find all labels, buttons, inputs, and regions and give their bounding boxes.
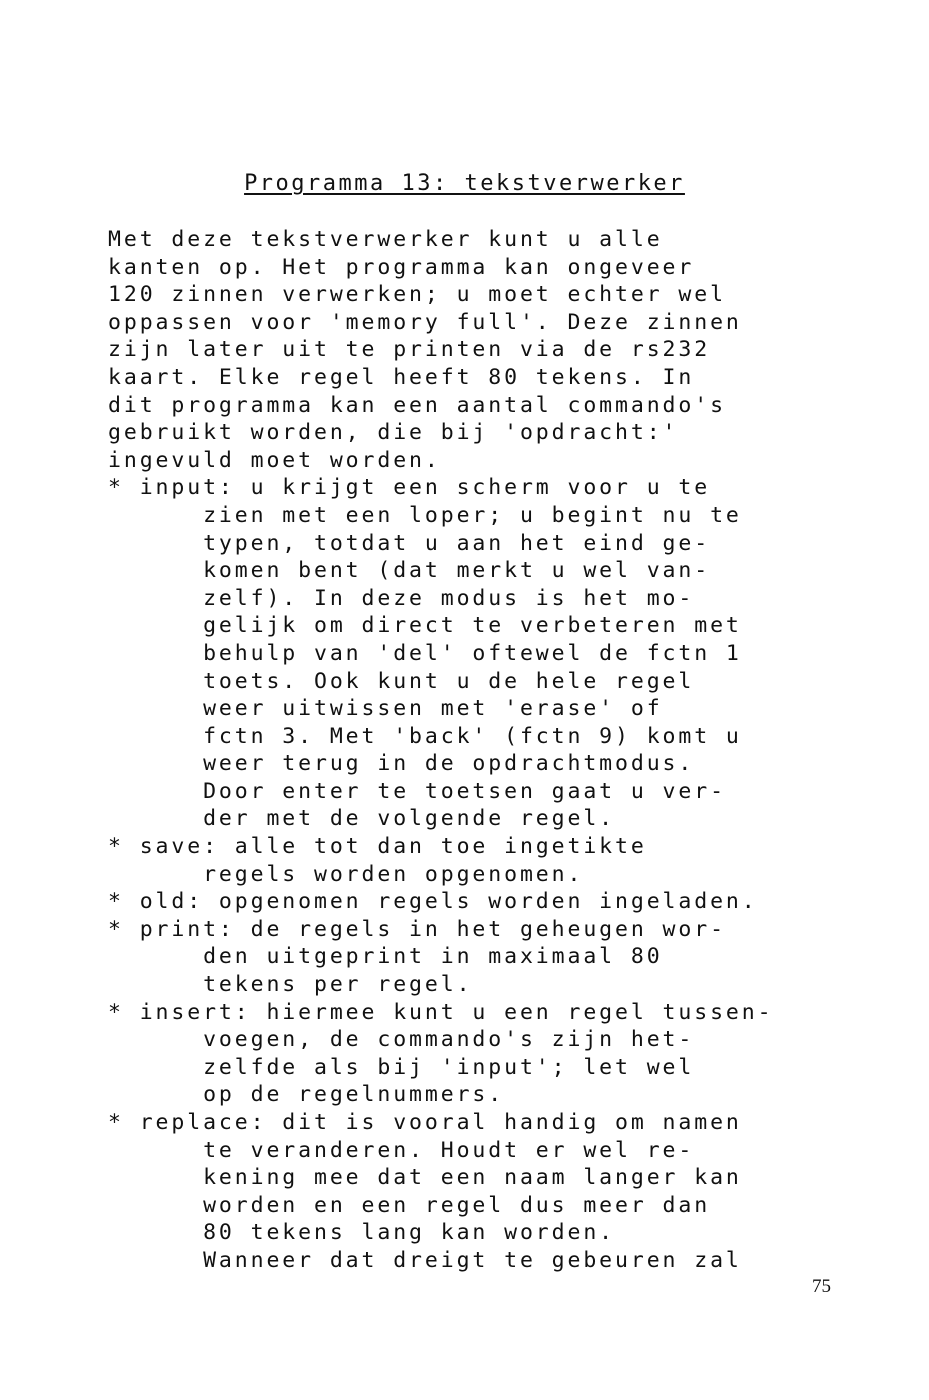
text-line: 80 tekens lang kan worden.: [108, 1220, 616, 1246]
text-line: zelf). In deze modus is het mo-: [108, 585, 695, 611]
text-line: * save: alle tot dan toe ingetikte: [108, 834, 647, 860]
text-line: worden en een regel dus meer dan: [108, 1192, 711, 1218]
text-line: gelijk om direct te verbeteren met: [108, 613, 742, 639]
text-line: * replace: dit is vooral handig om namen: [108, 1110, 742, 1135]
text-line: dit programma kan een aantal commando's: [108, 392, 726, 418]
text-line: toets. Ook kunt u de hele regel: [108, 668, 695, 694]
text-line: 120 zinnen verwerken; u moet echter wel: [108, 282, 726, 308]
text-line: kaart. Elke regel heeft 80 tekens. In: [108, 364, 695, 390]
text-line: regels worden opgenomen.: [108, 861, 584, 887]
text-line: zijn later uit te printen via de rs232: [108, 337, 711, 363]
text-line: gebruikt worden, die bij 'opdracht:': [108, 420, 679, 446]
text-line: ingevuld moet worden.: [108, 447, 441, 473]
text-line: kening mee dat een naam langer kan: [108, 1165, 742, 1191]
text-line: den uitgeprint in maximaal 80: [108, 944, 663, 970]
text-line: tekens per regel.: [108, 972, 473, 998]
text-line: weer terug in de opdrachtmodus.: [108, 751, 695, 777]
text-line: * insert: hiermee kunt u een regel tussen-: [108, 999, 774, 1025]
page-title: Programma 13: tekstverwerker: [244, 171, 685, 196]
text-line: oppassen voor 'memory full'. Deze zinnen: [108, 309, 742, 335]
text-line: * print: de regels in het geheugen wor-: [108, 916, 726, 942]
text-line: zelfde als bij 'input'; let wel: [108, 1054, 695, 1080]
body-text: [108, 226, 773, 1275]
text-line: fctn 3. Met 'back' (fctn 9) komt u: [108, 723, 742, 749]
text-line: Wanneer dat dreigt te gebeuren zal: [108, 1247, 742, 1273]
text-line: komen bent (dat merkt u wel van-: [108, 558, 711, 584]
text-line: op de regelnummers.: [108, 1082, 505, 1108]
text-line: Door enter te toetsen gaat u ver-: [108, 778, 726, 804]
text-line: weer uitwissen met 'erase' of: [108, 696, 663, 722]
text-line: kanten op. Het programma kan ongeveer: [108, 254, 695, 280]
text-line: * input: u krijgt een scherm voor u te: [108, 475, 711, 501]
text-line: voegen, de commando's zijn het-: [108, 1027, 695, 1053]
text-line: der met de volgende regel.: [108, 806, 616, 832]
text-line: typen, totdat u aan het eind ge-: [108, 530, 711, 556]
text-line: behulp van 'del' oftewel de fctn 1: [108, 640, 742, 666]
text-line: Met deze tekstverwerker kunt u alle: [108, 227, 663, 252]
text-line: zien met een loper; u begint nu te: [108, 502, 742, 528]
page-number: 75: [812, 1276, 831, 1297]
text-line: * old: opgenomen regels worden ingeladen.: [108, 889, 758, 915]
text-line: te veranderen. Houdt er wel re-: [108, 1137, 695, 1163]
